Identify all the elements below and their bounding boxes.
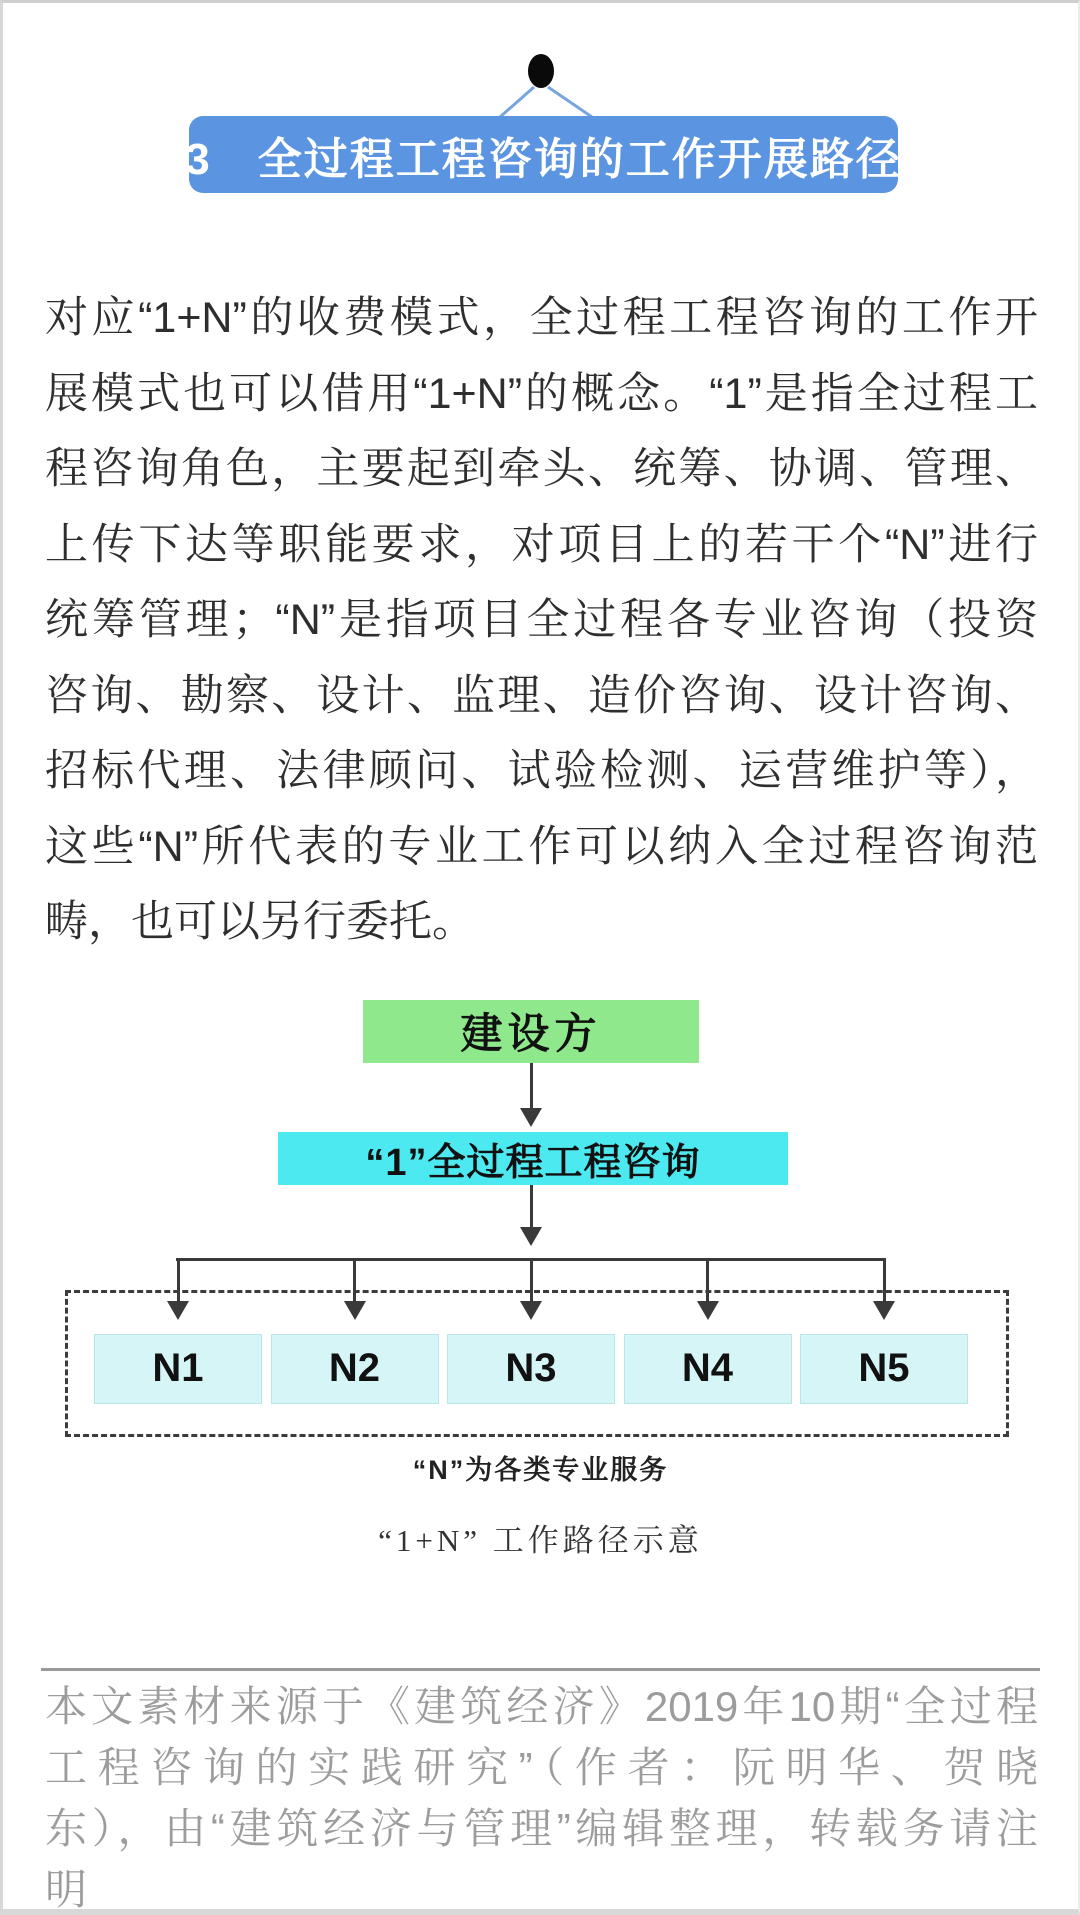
node-n5-label: N5 — [858, 1346, 910, 1390]
arrow-owner-to-consultant — [530, 1063, 533, 1110]
paragraph-line: 咨询、勘察、设计、监理、造价咨询、设计咨询、 — [45, 671, 1038, 720]
paragraph-line: 畴，也可以另行委托。 — [45, 898, 475, 946]
paragraph-line: 程咨询角色，主要起到牵头、统筹、协调、管理、 — [45, 445, 1038, 493]
node-n4 — [624, 1334, 792, 1404]
paragraph-line: 上传下达等职能要求，对项目上的若干个“N”进行 — [45, 520, 1038, 569]
node-n3-label: N3 — [505, 1346, 557, 1390]
section-header — [3, 3, 1078, 193]
arrowhead-icon — [520, 1227, 542, 1246]
paragraph-line: 统筹管理；“N”是指项目全过程各专业咨询（投资 — [45, 596, 1038, 644]
node-owner — [363, 1000, 699, 1063]
paragraph-line: 这些“N”所代表的专业工作可以纳入全过程咨询范 — [45, 822, 1038, 871]
section-title-banner — [185, 116, 902, 193]
arrowhead-icon — [520, 1108, 542, 1127]
paragraph-line: 招标代理、法律顾问、试验检测、运营维护等）， — [45, 747, 1038, 795]
footer-divider — [41, 1668, 1040, 1671]
hanger-dot-icon — [528, 54, 554, 88]
footer-line: 明 — [45, 1865, 88, 1913]
node-n1 — [94, 1334, 262, 1404]
footer-line: 东），由“建筑经济与管理”编辑整理，转载务请注 — [45, 1804, 1038, 1852]
node-owner-label: 建设方 — [460, 1010, 602, 1057]
node-n1-label: N1 — [152, 1346, 204, 1390]
hanger-line-right — [548, 87, 592, 117]
node-consultant — [278, 1132, 788, 1185]
hanger-line-left — [500, 87, 534, 117]
footer-attribution — [45, 1676, 1038, 1915]
node-n4-label: N4 — [681, 1346, 734, 1390]
footer-line: 本文素材来源于《建筑经济》2019年10期“全过程 — [45, 1682, 1038, 1730]
diagram-1n-workflow — [3, 1000, 1078, 1590]
diagram-note: “N”为各类专业服务 — [412, 1454, 669, 1485]
section-title: 3 全过程工程咨询的工作开展路径 — [185, 134, 902, 184]
node-consultant-label: “1”全过程工程咨询 — [365, 1141, 701, 1184]
footer-line: 工程咨询的实践研究”（作者：阮明华、贺晓 — [45, 1743, 1038, 1791]
node-n2 — [271, 1334, 439, 1404]
node-n3 — [447, 1334, 615, 1404]
node-n2-label: N2 — [328, 1346, 381, 1390]
paragraph-line: 展模式也可以借用“1+N”的概念。“1”是指全过程工 — [45, 369, 1038, 418]
diagram-caption: “1+N” 工作路径示意 — [378, 1522, 703, 1558]
paragraph-line: 对应“1+N”的收费模式，全过程工程咨询的工作开 — [45, 294, 1038, 342]
body-paragraph — [45, 281, 1038, 961]
node-n5 — [800, 1334, 968, 1404]
arrow-consultant-to-branches — [530, 1185, 533, 1229]
